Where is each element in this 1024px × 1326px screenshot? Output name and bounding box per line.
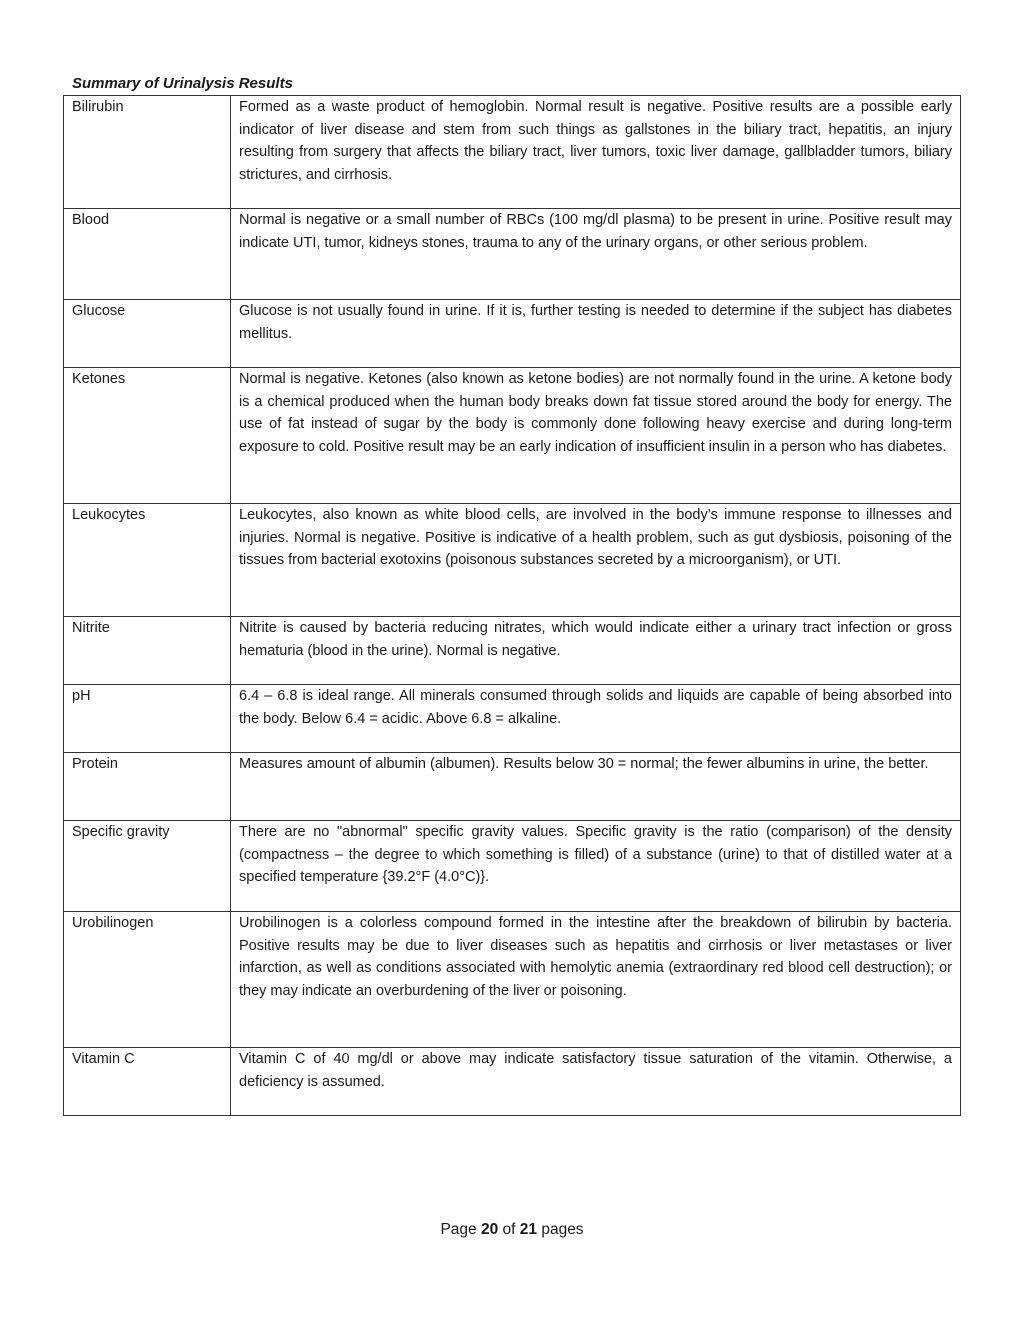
term-cell: Nitrite (64, 617, 231, 685)
table-row (64, 912, 961, 1048)
footer-middle: of (502, 1221, 516, 1238)
term-cell: Leukocytes (64, 504, 231, 617)
term-cell: Ketones (64, 368, 231, 504)
description-cell: Leukocytes, also known as white blood cells, are involved in the body’s immune response to illnesses and injuries. Normal is negative. Positive is indicative of a health problem, such as gut dysbiosis, poisoning of the tissues from bacterial exotoxins (poisonous substances secreted by a microorganism), or UTI. (231, 504, 961, 617)
table-row (64, 685, 961, 753)
description-cell: Measures amount of albumin (albumen). Results below 30 = normal; the fewer albumins in urine, the better. (231, 753, 961, 821)
page-footer (0, 1220, 1024, 1240)
description-cell: 6.4 – 6.8 is ideal range. All minerals consumed through solids and liquids are capable of being absorbed into the body. Below 6.4 = acidic. Above 6.8 = alkaline. (231, 685, 961, 753)
description-cell: Formed as a waste product of hemoglobin. Normal result is negative. Positive results are a possible early indicator of liver disease and stem from such things as gallstones in the biliary tract, hepatitis, an injury resulting from surgery that affects the biliary tract, liver tumors, toxic liver damage, gallbladder tumors, biliary strictures, and cirrhosis. (231, 96, 961, 209)
table-row (64, 1048, 961, 1116)
table-row (64, 821, 961, 912)
description-cell: Normal is negative or a small number of RBCs (100 mg/dl plasma) to be present in urine. Positive result may indicate UTI, tumor, kidneys stones, trauma to any of the urinary organs, or other serious problem. (231, 209, 961, 300)
description-cell: Vitamin C of 40 mg/dl or above may indicate satisfactory tissue saturation of the vitamin. Otherwise, a deficiency is assumed. (231, 1048, 961, 1116)
page-title: Summary of Urinalysis Results (72, 75, 293, 92)
term-cell: Blood (64, 209, 231, 300)
description-cell: Nitrite is caused by bacteria reducing nitrates, which would indicate either a urinary tract infection or gross hematuria (blood in the urine). Normal is negative. (231, 617, 961, 685)
footer-suffix: pages (541, 1221, 584, 1238)
table-row (64, 300, 961, 368)
term-cell: Vitamin C (64, 1048, 231, 1116)
current-page-number: 20 (480, 1221, 499, 1238)
description-cell: There are no "abnormal" specific gravity values. Specific gravity is the ratio (comparison) of the density (compactness – the degree to which something is filled) of a substance (urine) to that of distilled water at a specified temperature {39.2°F (4.0°C)}. (231, 821, 961, 912)
term-cell: Specific gravity (64, 821, 231, 912)
table-row (64, 504, 961, 617)
table-row (64, 617, 961, 685)
description-cell: Normal is negative. Ketones (also known as ketone bodies) are not normally found in the urine. A ketone body is a chemical produced when the human body breaks down fat tissue stored around the body for energy. The use of fat instead of sugar by the body is commonly done following heavy exercise and during long-term exposure to cold. Positive result may be an early indication of insufficient insulin in a person who has diabetes. (231, 368, 961, 504)
table-row (64, 209, 961, 300)
term-cell: Bilirubin (64, 96, 231, 209)
term-cell: Protein (64, 753, 231, 821)
description-cell: Urobilinogen is a colorless compound formed in the intestine after the breakdown of bilirubin by bacteria. Positive results may be due to liver diseases such as hepatitis and cirrhosis or liver metastases or liver infarction, as well as conditions associated with hemolytic anemia (extraordinary red blood cell destruction); or they may indicate an overburdening of the liver or poisoning. (231, 912, 961, 1048)
total-pages-number: 21 (519, 1221, 538, 1238)
table-row (64, 96, 961, 209)
description-cell: Glucose is not usually found in urine. If it is, further testing is needed to determine if the subject has diabetes mellitus. (231, 300, 961, 368)
urinalysis-results-table (63, 95, 961, 1116)
term-cell: Glucose (64, 300, 231, 368)
term-cell: Urobilinogen (64, 912, 231, 1048)
table-row (64, 368, 961, 504)
footer-prefix: Page (440, 1221, 477, 1238)
table-row (64, 753, 961, 821)
term-cell: pH (64, 685, 231, 753)
